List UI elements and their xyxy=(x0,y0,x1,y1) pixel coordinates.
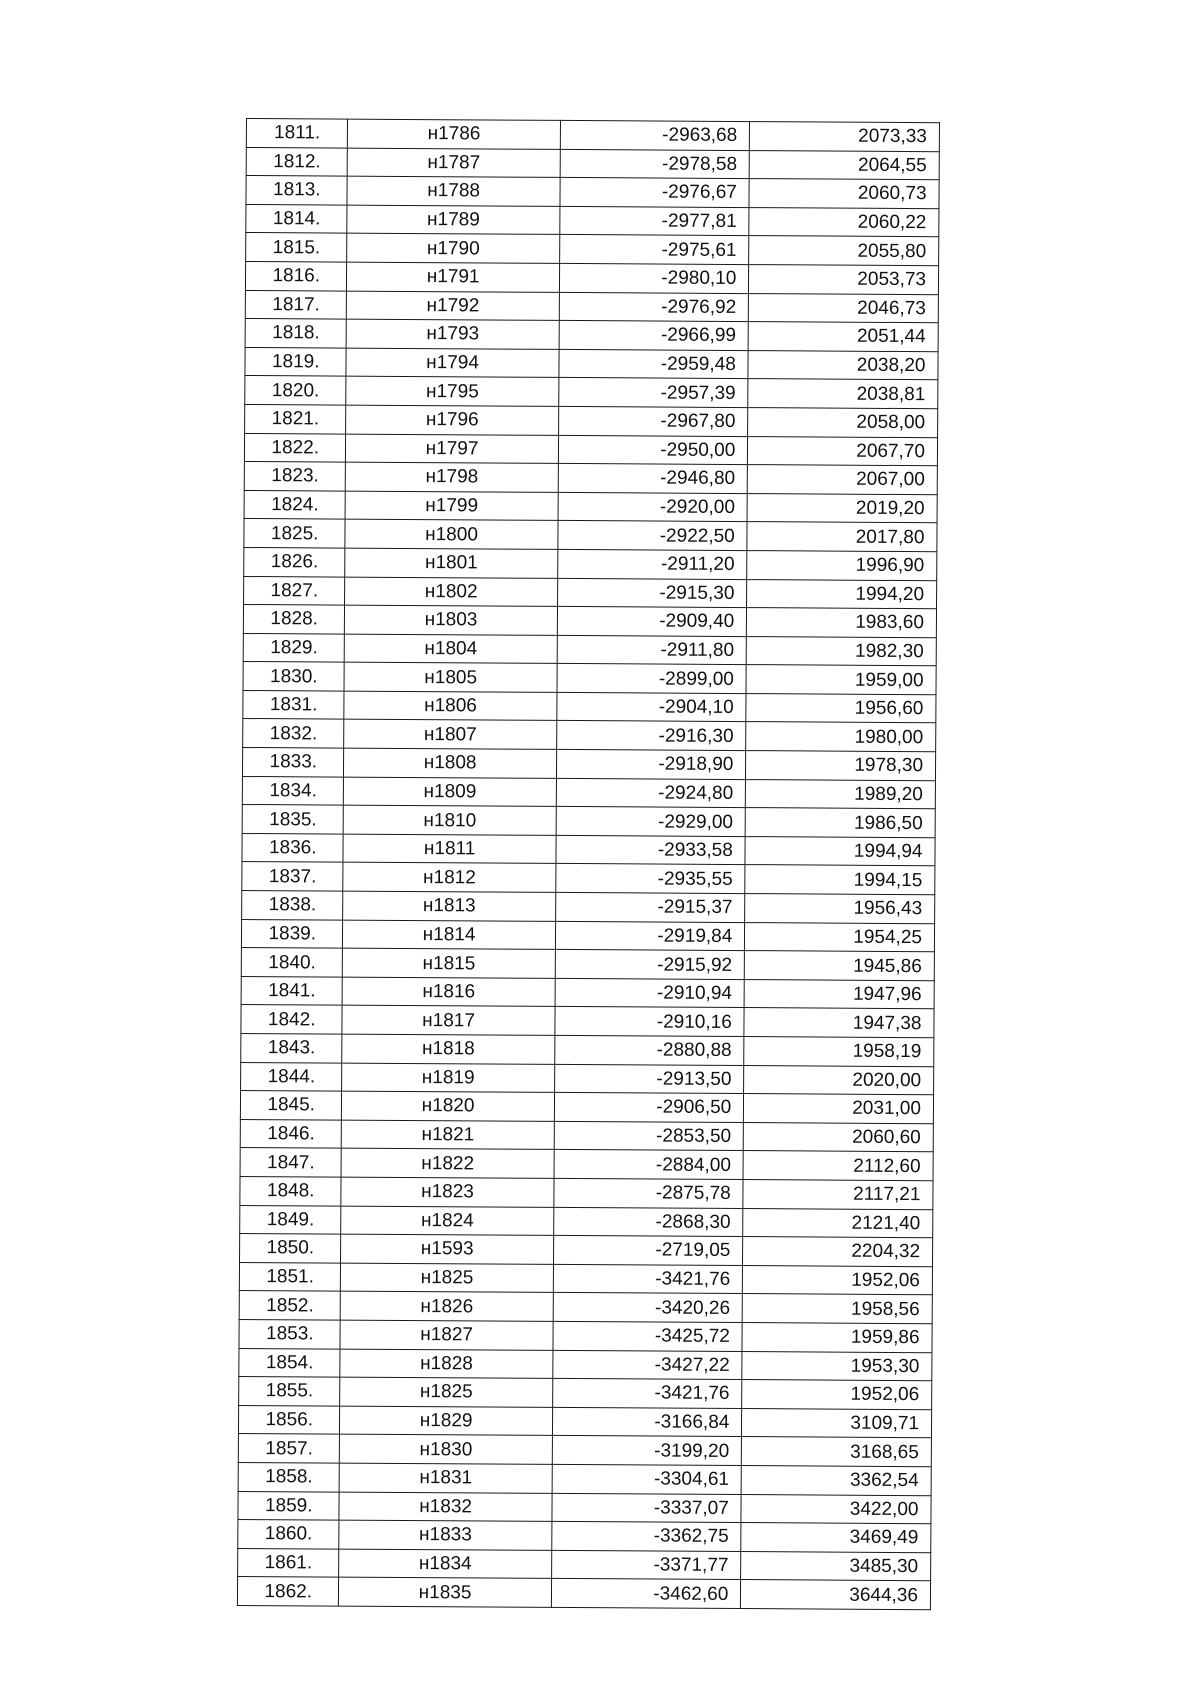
table-row xyxy=(238,1548,931,1581)
y-coordinate-cell: 3109,71 xyxy=(742,1408,932,1438)
table-row xyxy=(243,719,936,752)
y-coordinate-cell: 2112,60 xyxy=(743,1151,933,1181)
point-name-cell: н1826 xyxy=(341,1291,553,1321)
x-coordinate-cell: -2918,90 xyxy=(556,749,746,779)
table-row xyxy=(238,1520,931,1553)
row-number-cell: 1861. xyxy=(238,1548,340,1577)
point-name-cell: н1833 xyxy=(339,1520,551,1550)
point-name-cell: н1793 xyxy=(347,319,559,349)
y-coordinate-cell: 2038,81 xyxy=(748,379,938,409)
table-row xyxy=(240,1234,933,1267)
x-coordinate-cell: -3420,26 xyxy=(553,1293,743,1323)
x-coordinate-cell: -2909,40 xyxy=(557,607,747,637)
x-coordinate-cell: -2915,37 xyxy=(555,892,745,922)
table-row xyxy=(242,862,935,895)
y-coordinate-cell: 2073,33 xyxy=(750,122,940,152)
y-coordinate-cell: 2020,00 xyxy=(744,1065,934,1095)
y-coordinate-cell: 1980,00 xyxy=(746,722,936,752)
point-name-cell: н1808 xyxy=(344,748,556,778)
row-number-cell: 1854. xyxy=(239,1348,341,1377)
table-row xyxy=(245,290,938,323)
x-coordinate-cell: -2976,92 xyxy=(559,292,749,322)
x-coordinate-cell: -2976,67 xyxy=(560,178,750,208)
point-name-cell: н1821 xyxy=(342,1120,554,1150)
point-name-cell: н1824 xyxy=(341,1206,553,1236)
table-row xyxy=(243,690,936,723)
table-row xyxy=(239,1319,932,1352)
x-coordinate-cell: -2980,10 xyxy=(559,263,749,293)
y-coordinate-cell: 2060,60 xyxy=(744,1122,934,1152)
y-coordinate-cell: 2060,73 xyxy=(749,179,939,209)
table-row xyxy=(238,1491,931,1524)
x-coordinate-cell: -3427,22 xyxy=(552,1350,742,1380)
row-number-cell: 1819. xyxy=(245,347,347,376)
point-name-cell: н1825 xyxy=(341,1263,553,1293)
point-name-cell: н1792 xyxy=(347,291,559,321)
y-coordinate-cell: 1989,20 xyxy=(746,779,936,809)
x-coordinate-cell: -2977,81 xyxy=(559,206,749,236)
row-number-cell: 1845. xyxy=(240,1091,342,1120)
row-number-cell: 1826. xyxy=(244,547,346,576)
x-coordinate-cell: -2916,30 xyxy=(556,721,746,751)
y-coordinate-cell: 3485,30 xyxy=(741,1551,931,1581)
table-row xyxy=(242,891,935,924)
y-coordinate-cell: 3469,49 xyxy=(741,1523,931,1553)
x-coordinate-cell: -2915,30 xyxy=(557,578,747,608)
y-coordinate-cell: 2031,00 xyxy=(744,1094,934,1124)
x-coordinate-cell: -2910,94 xyxy=(555,978,745,1008)
row-number-cell: 1841. xyxy=(241,976,343,1005)
row-number-cell: 1824. xyxy=(244,490,346,519)
point-name-cell: н1789 xyxy=(347,205,559,235)
x-coordinate-cell: -2719,05 xyxy=(553,1236,743,1266)
point-name-cell: н1829 xyxy=(340,1406,552,1436)
table-row xyxy=(238,1405,931,1438)
y-coordinate-cell: 1996,90 xyxy=(747,550,937,580)
y-coordinate-cell: 1986,50 xyxy=(745,808,935,838)
x-coordinate-cell: -2910,16 xyxy=(555,1007,745,1037)
table-row xyxy=(246,204,939,237)
row-number-cell: 1857. xyxy=(238,1434,340,1463)
row-number-cell: 1838. xyxy=(242,891,344,920)
y-coordinate-cell: 2038,20 xyxy=(748,350,938,380)
row-number-cell: 1830. xyxy=(243,662,345,691)
y-coordinate-cell: 1958,19 xyxy=(744,1037,934,1067)
row-number-cell: 1855. xyxy=(239,1377,341,1406)
y-coordinate-cell: 1956,60 xyxy=(746,693,936,723)
x-coordinate-cell: -2967,80 xyxy=(558,406,748,436)
x-coordinate-cell: -2904,10 xyxy=(557,692,747,722)
y-coordinate-cell: 2064,55 xyxy=(749,150,939,180)
row-number-cell: 1860. xyxy=(238,1520,340,1549)
row-number-cell: 1811. xyxy=(246,119,348,148)
y-coordinate-cell: 2046,73 xyxy=(749,293,939,323)
x-coordinate-cell: -2880,88 xyxy=(554,1035,744,1065)
x-coordinate-cell: -3337,07 xyxy=(552,1493,742,1523)
x-coordinate-cell: -2853,50 xyxy=(554,1121,744,1151)
x-coordinate-cell: -2920,00 xyxy=(558,492,748,522)
x-coordinate-cell: -2966,99 xyxy=(559,321,749,351)
x-coordinate-cell: -2933,58 xyxy=(556,835,746,865)
y-coordinate-cell: 1947,96 xyxy=(744,979,934,1009)
point-name-cell: н1802 xyxy=(345,577,557,607)
point-name-cell: н1812 xyxy=(343,863,555,893)
table-row xyxy=(246,119,939,152)
point-name-cell: н1823 xyxy=(341,1177,553,1207)
row-number-cell: 1846. xyxy=(240,1119,342,1148)
point-name-cell: н1803 xyxy=(345,605,557,635)
row-number-cell: 1856. xyxy=(238,1405,340,1434)
point-name-cell: н1795 xyxy=(346,376,558,406)
y-coordinate-cell: 2055,80 xyxy=(749,236,939,266)
y-coordinate-cell: 2117,21 xyxy=(743,1180,933,1210)
point-name-cell: н1807 xyxy=(344,720,556,750)
table-row xyxy=(238,1434,931,1467)
row-number-cell: 1862. xyxy=(237,1577,339,1606)
row-number-cell: 1832. xyxy=(243,719,345,748)
table-row xyxy=(241,976,934,1009)
table-row xyxy=(239,1262,932,1295)
row-number-cell: 1853. xyxy=(239,1319,341,1348)
x-coordinate-cell: -3371,77 xyxy=(551,1550,741,1580)
table-row xyxy=(240,1119,933,1152)
point-name-cell: н1814 xyxy=(343,920,555,950)
table-row xyxy=(244,462,937,495)
table-row xyxy=(245,319,938,352)
point-name-cell: н1835 xyxy=(339,1577,551,1607)
table-row xyxy=(242,776,935,809)
table-row xyxy=(243,605,936,638)
row-number-cell: 1837. xyxy=(242,862,344,891)
point-name-cell: н1820 xyxy=(342,1091,554,1121)
y-coordinate-cell: 2060,22 xyxy=(749,207,939,237)
table-row xyxy=(245,347,938,380)
x-coordinate-cell: -2978,58 xyxy=(560,149,750,179)
x-coordinate-cell: -2935,55 xyxy=(555,864,745,894)
y-coordinate-cell: 3168,65 xyxy=(742,1437,932,1467)
table-row xyxy=(244,433,937,466)
row-number-cell: 1835. xyxy=(242,805,344,834)
row-number-cell: 1829. xyxy=(243,633,345,662)
point-name-cell: н1827 xyxy=(340,1320,552,1350)
point-name-cell: н1818 xyxy=(342,1034,554,1064)
row-number-cell: 1851. xyxy=(239,1262,341,1291)
row-number-cell: 1814. xyxy=(246,204,348,233)
row-number-cell: 1833. xyxy=(242,748,344,777)
x-coordinate-cell: -3425,72 xyxy=(553,1321,743,1351)
y-coordinate-cell: 2058,00 xyxy=(748,408,938,438)
table-row xyxy=(244,547,937,580)
x-coordinate-cell: -2957,39 xyxy=(558,378,748,408)
table-row xyxy=(245,404,938,437)
x-coordinate-cell: -3166,84 xyxy=(552,1407,742,1437)
row-number-cell: 1850. xyxy=(240,1234,342,1263)
table-row xyxy=(243,662,936,695)
table-row xyxy=(241,919,934,952)
x-coordinate-cell: -2884,00 xyxy=(554,1150,744,1180)
y-coordinate-cell: 1994,20 xyxy=(747,579,937,609)
x-coordinate-cell: -2919,84 xyxy=(555,921,745,951)
x-coordinate-cell: -2922,50 xyxy=(558,521,748,551)
row-number-cell: 1817. xyxy=(245,290,347,319)
table-row xyxy=(241,1062,934,1095)
point-name-cell: н1830 xyxy=(340,1434,552,1464)
point-name-cell: н1816 xyxy=(343,977,555,1007)
point-name-cell: н1831 xyxy=(340,1463,552,1493)
row-number-cell: 1813. xyxy=(246,176,348,205)
row-number-cell: 1834. xyxy=(242,776,344,805)
x-coordinate-cell: -2868,30 xyxy=(553,1207,743,1237)
y-coordinate-cell: 1959,86 xyxy=(742,1322,932,1352)
x-coordinate-cell: -2959,48 xyxy=(559,349,749,379)
row-number-cell: 1852. xyxy=(239,1291,341,1320)
y-coordinate-cell: 1994,94 xyxy=(745,836,935,866)
coordinates-table-body xyxy=(237,119,939,1610)
table-row xyxy=(246,147,939,180)
y-coordinate-cell: 1959,00 xyxy=(746,665,936,695)
table-row xyxy=(237,1577,930,1610)
x-coordinate-cell: -2906,50 xyxy=(554,1093,744,1123)
row-number-cell: 1821. xyxy=(245,404,347,433)
point-name-cell: н1810 xyxy=(344,805,556,835)
y-coordinate-cell: 3644,36 xyxy=(741,1580,931,1610)
y-coordinate-cell: 2204,32 xyxy=(743,1237,933,1267)
point-name-cell: н1788 xyxy=(347,176,559,206)
table-row xyxy=(246,176,939,209)
point-name-cell: н1815 xyxy=(343,948,555,978)
y-coordinate-cell: 1994,15 xyxy=(745,865,935,895)
table-row xyxy=(246,233,939,266)
point-name-cell: н1799 xyxy=(346,491,558,521)
row-number-cell: 1825. xyxy=(244,519,346,548)
point-name-cell: н1787 xyxy=(348,148,560,178)
row-number-cell: 1822. xyxy=(244,433,346,462)
point-name-cell: н1828 xyxy=(340,1349,552,1379)
table-row xyxy=(240,1091,933,1124)
y-coordinate-cell: 1978,30 xyxy=(746,751,936,781)
table-row xyxy=(244,576,937,609)
y-coordinate-cell: 1953,30 xyxy=(742,1351,932,1381)
table-row xyxy=(240,1205,933,1238)
x-coordinate-cell: -2929,00 xyxy=(556,807,746,837)
x-coordinate-cell: -2875,78 xyxy=(554,1178,744,1208)
table-row xyxy=(245,261,938,294)
row-number-cell: 1820. xyxy=(245,376,347,405)
x-coordinate-cell: -3362,75 xyxy=(551,1521,741,1551)
y-coordinate-cell: 1952,06 xyxy=(742,1380,932,1410)
row-number-cell: 1849. xyxy=(240,1205,342,1234)
table-row xyxy=(242,805,935,838)
x-coordinate-cell: -2913,50 xyxy=(554,1064,744,1094)
point-name-cell: н1801 xyxy=(345,548,557,578)
point-name-cell: н1790 xyxy=(347,233,559,263)
y-coordinate-cell: 2053,73 xyxy=(749,265,939,295)
x-coordinate-cell: -2911,20 xyxy=(557,549,747,579)
table-row xyxy=(241,1033,934,1066)
table-row xyxy=(241,948,934,981)
row-number-cell: 1816. xyxy=(245,261,347,290)
y-coordinate-cell: 2017,80 xyxy=(747,522,937,552)
x-coordinate-cell: -2946,80 xyxy=(558,464,748,494)
y-coordinate-cell: 1947,38 xyxy=(744,1008,934,1038)
point-name-cell: н1800 xyxy=(345,519,557,549)
y-coordinate-cell: 1952,06 xyxy=(743,1265,933,1295)
x-coordinate-cell: -2950,00 xyxy=(558,435,748,465)
y-coordinate-cell: 1982,30 xyxy=(746,636,936,666)
point-name-cell: н1817 xyxy=(342,1006,554,1036)
point-name-cell: н1811 xyxy=(343,834,555,864)
point-name-cell: н1813 xyxy=(343,891,555,921)
row-number-cell: 1815. xyxy=(246,233,348,262)
point-name-cell: н1809 xyxy=(344,777,556,807)
point-name-cell: н1822 xyxy=(342,1148,554,1178)
point-name-cell: н1786 xyxy=(348,119,560,149)
point-name-cell: н1804 xyxy=(345,634,557,664)
y-coordinate-cell: 2067,00 xyxy=(748,465,938,495)
table-row xyxy=(238,1462,931,1495)
y-coordinate-cell: 2067,70 xyxy=(748,436,938,466)
row-number-cell: 1839. xyxy=(241,919,343,948)
table-row xyxy=(242,748,935,781)
x-coordinate-cell: -2915,92 xyxy=(555,950,745,980)
row-number-cell: 1827. xyxy=(244,576,346,605)
x-coordinate-cell: -3421,76 xyxy=(552,1379,742,1409)
point-name-cell: н1805 xyxy=(344,662,556,692)
row-number-cell: 1844. xyxy=(241,1062,343,1091)
point-name-cell: н1797 xyxy=(346,434,558,464)
row-number-cell: 1823. xyxy=(244,462,346,491)
row-number-cell: 1836. xyxy=(242,833,344,862)
table-row xyxy=(240,1176,933,1209)
x-coordinate-cell: -3199,20 xyxy=(552,1436,742,1466)
x-coordinate-cell: -3421,76 xyxy=(553,1264,743,1294)
row-number-cell: 1828. xyxy=(243,605,345,634)
point-name-cell: н1593 xyxy=(341,1234,553,1264)
point-name-cell: н1819 xyxy=(342,1063,554,1093)
y-coordinate-cell: 1945,86 xyxy=(745,951,935,981)
row-number-cell: 1840. xyxy=(241,948,343,977)
x-coordinate-cell: -3462,60 xyxy=(551,1579,741,1609)
point-name-cell: н1832 xyxy=(339,1492,551,1522)
y-coordinate-cell: 2019,20 xyxy=(747,493,937,523)
table-row xyxy=(239,1348,932,1381)
x-coordinate-cell: -2963,68 xyxy=(560,120,750,150)
coordinates-table xyxy=(237,118,940,1610)
row-number-cell: 1818. xyxy=(245,319,347,348)
point-name-cell: н1806 xyxy=(344,691,556,721)
point-name-cell: н1798 xyxy=(346,462,558,492)
table-row xyxy=(245,376,938,409)
y-coordinate-cell: 3362,54 xyxy=(741,1465,931,1495)
x-coordinate-cell: -2899,00 xyxy=(557,664,747,694)
table-row xyxy=(243,633,936,666)
table-row xyxy=(242,833,935,866)
table-row xyxy=(240,1148,933,1181)
row-number-cell: 1812. xyxy=(246,147,348,176)
y-coordinate-cell: 2051,44 xyxy=(748,322,938,352)
table-row xyxy=(244,490,937,523)
point-name-cell: н1794 xyxy=(346,348,558,378)
x-coordinate-cell: -2975,61 xyxy=(559,235,749,265)
y-coordinate-cell: 1954,25 xyxy=(745,922,935,952)
y-coordinate-cell: 3422,00 xyxy=(741,1494,931,1524)
table-row xyxy=(244,519,937,552)
row-number-cell: 1831. xyxy=(243,690,345,719)
point-name-cell: н1834 xyxy=(339,1549,551,1579)
point-name-cell: н1825 xyxy=(340,1377,552,1407)
table-row xyxy=(239,1377,932,1410)
x-coordinate-cell: -2924,80 xyxy=(556,778,746,808)
x-coordinate-cell: -3304,61 xyxy=(552,1464,742,1494)
point-name-cell: н1791 xyxy=(347,262,559,292)
table-row xyxy=(241,1005,934,1038)
y-coordinate-cell: 1956,43 xyxy=(745,894,935,924)
table-row xyxy=(239,1291,932,1324)
row-number-cell: 1859. xyxy=(238,1491,340,1520)
y-coordinate-cell: 1958,56 xyxy=(742,1294,932,1324)
row-number-cell: 1858. xyxy=(238,1462,340,1491)
y-coordinate-cell: 2121,40 xyxy=(743,1208,933,1238)
row-number-cell: 1848. xyxy=(240,1176,342,1205)
y-coordinate-cell: 1983,60 xyxy=(747,608,937,638)
row-number-cell: 1847. xyxy=(240,1148,342,1177)
x-coordinate-cell: -2911,80 xyxy=(557,635,747,665)
row-number-cell: 1843. xyxy=(241,1033,343,1062)
point-name-cell: н1796 xyxy=(346,405,558,435)
row-number-cell: 1842. xyxy=(241,1005,343,1034)
